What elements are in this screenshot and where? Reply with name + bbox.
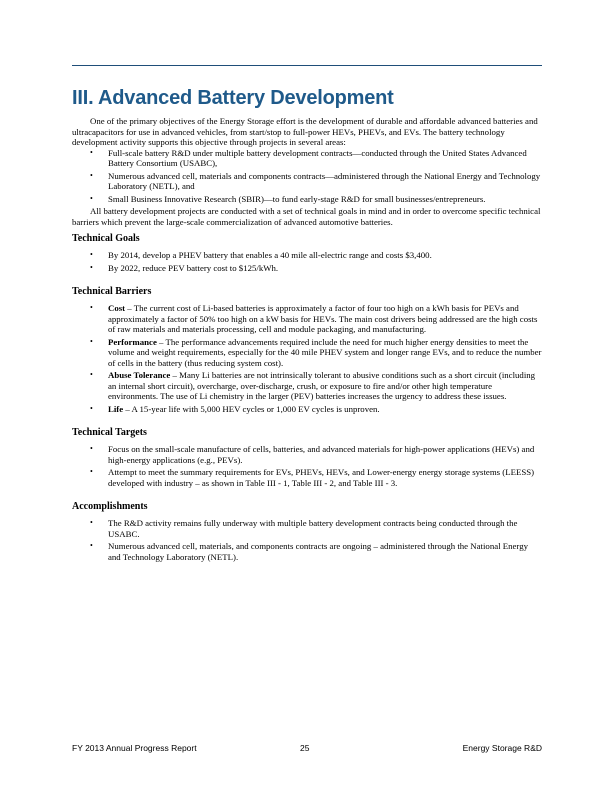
- areas-list: [72, 148, 542, 205]
- bullet-icon: •: [90, 170, 93, 180]
- bullet-icon: •: [90, 336, 93, 346]
- bullet-icon: •: [90, 370, 93, 380]
- list-item: • Numerous advanced cell, materials and components contracts—administered through the National Energy and Technology Laboratory (NETL), and: [90, 170, 541, 192]
- bullet-icon: •: [90, 467, 93, 477]
- bullet-icon: •: [90, 444, 93, 454]
- list-item: • Focus on the small-scale manufacture of cells, batteries, and advanced materials for high-power applications (HEVs) and high-energy applications (e.g., PEVs).: [90, 444, 535, 465]
- barrier-term: Performance: [108, 336, 157, 347]
- bullet-icon: •: [90, 262, 93, 272]
- technical-targets-heading: Technical Targets: [72, 427, 147, 439]
- page-footer: [72, 743, 542, 755]
- footer-section-name: Energy Storage R&D: [462, 743, 542, 753]
- bullet-icon: •: [90, 518, 93, 528]
- list-item: • Numerous advanced cell, materials, and components contracts are ongoing – administered through the National Energy and Technology Laboratory (NETL).: [90, 541, 529, 562]
- list-item: • Attempt to meet the summary requirements for EVs, PHEVs, HEVs, and Lower-energy energy storage systems (LEESS) developed with industry – as shown in Table III - 1, Table III - 2, and Table III - 3.: [90, 467, 535, 488]
- barrier-term: Abuse Tolerance: [108, 370, 171, 381]
- goals-list: [72, 250, 542, 273]
- intro-paragraph: One of the primary objectives of the Energy Storage effort is the development of durable and affordable advanced batteries and ultracapacitors for use in advanced vehicles, from start/stop to full-power HEVs, PHEVs, and EVs. The battery technology development activity supports this objective through projects in several areas:: [72, 116, 538, 148]
- page-number: 25: [300, 743, 310, 753]
- accomplishments-list: [72, 518, 542, 562]
- barrier-term: Cost: [108, 303, 126, 314]
- bullet-icon: •: [90, 147, 93, 157]
- list-item: • The R&D activity remains fully underway with multiple battery development contracts being conducted through the USABC.: [90, 518, 518, 539]
- bullet-icon: •: [90, 541, 93, 551]
- footer-report-title: FY 2013 Annual Progress Report: [72, 743, 197, 753]
- technical-barriers-heading: Technical Barriers: [72, 286, 152, 298]
- barriers-list: [72, 303, 542, 414]
- list-item: • Performance – The performance advancements required include the need for much higher energy densities to meet the volume and weight requirements, especially for the 40 mile PHEV system and longer range EVs, and to reduce the number of cells in the battery (thus reducing system cost).: [90, 336, 542, 368]
- accomplishments-heading: Accomplishments: [72, 501, 148, 513]
- list-item: • Small Business Innovative Research (SBIR)—to fund early-stage R&D for small businesses/entrepreneurs.: [90, 193, 486, 204]
- bullet-icon: •: [90, 250, 93, 260]
- bullet-icon: •: [90, 303, 93, 313]
- page-title: III. Advanced Battery Development: [72, 87, 394, 109]
- list-item: • Cost – The current cost of Li-based batteries is approximately a factor of four too high on a kWh basis for PEVs and approximately a factor of 50% too high on a kW basis for HEVs. The main cost drivers being addressed are the high costs of raw materials and materials processing, cell and module packaging, and manufacturing.: [90, 303, 538, 335]
- list-item: • Life – A 15-year life with 5,000 HEV cycles or 1,000 EV cycles is unproven.: [90, 403, 380, 414]
- list-item: • By 2022, reduce PEV battery cost to $125/kWh.: [90, 262, 279, 273]
- intro-paragraph-2: All battery development projects are conducted with a set of technical goals in mind and in order to overcome specific technical barriers which prevent the large-scale commercialization of advanced automotive batteries.: [72, 206, 541, 227]
- barrier-term: Life: [108, 403, 124, 414]
- list-item: • Full-scale battery R&D under multiple battery development contracts—conducted through the United States Advanced Battery Consortium (USABC),: [90, 147, 527, 169]
- page-content: [72, 86, 542, 564]
- list-item: • Abuse Tolerance – Many Li batteries are not intrinsically tolerant to abusive conditions such as a short circuit (including an internal short circuit), overcharge, over-discharge, crush, or exposure to fire and/or other high temperature environments. The use of Li chemistry in the larger (PEV) batteries increases the urgency to address these issues.: [90, 370, 536, 402]
- bullet-icon: •: [90, 403, 93, 413]
- list-item: • By 2014, develop a PHEV battery that enables a 40 mile all-electric range and costs $3,400.: [90, 250, 432, 261]
- header-rule: [72, 65, 542, 66]
- bullet-icon: •: [90, 193, 93, 203]
- targets-list: [72, 444, 542, 488]
- technical-goals-heading: Technical Goals: [72, 233, 140, 245]
